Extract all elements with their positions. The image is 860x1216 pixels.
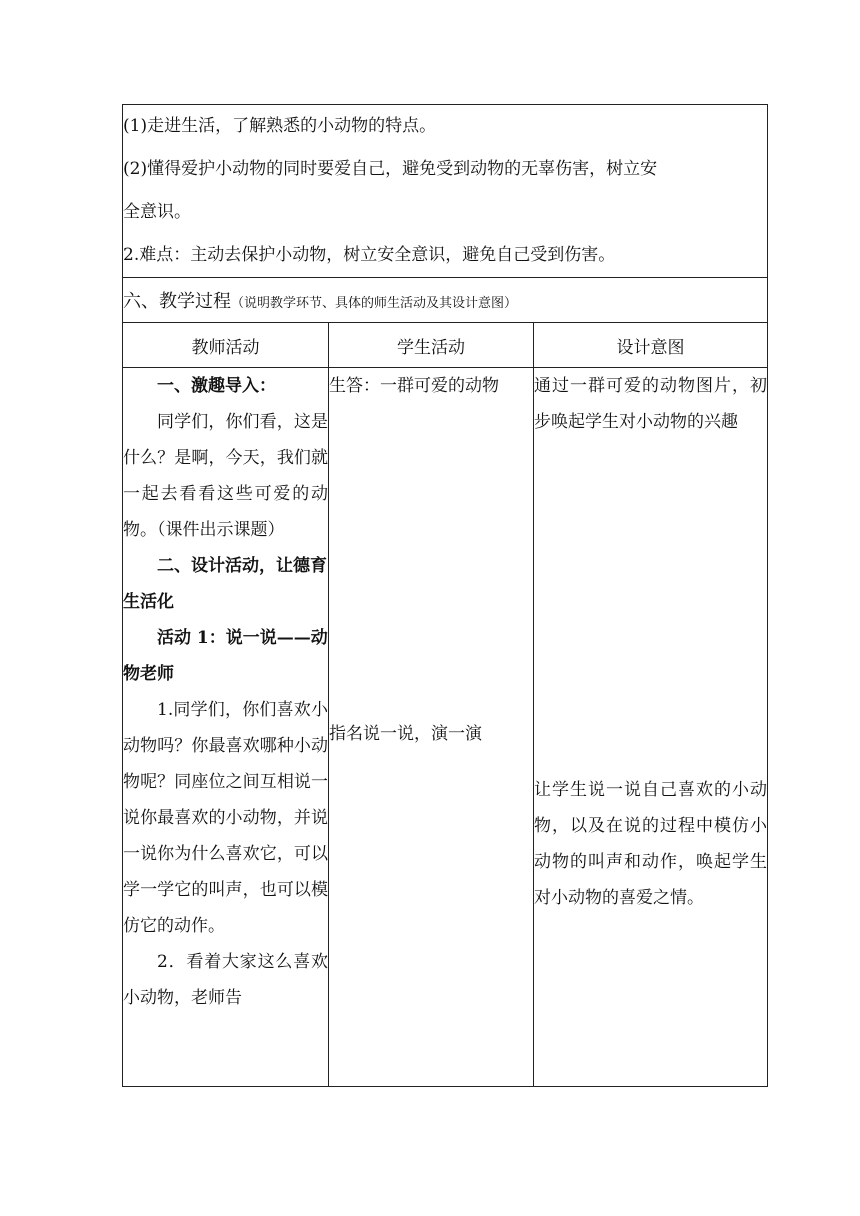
design-intent-2: 让学生说一说自己喜欢的小动物，以及在说的过程中模仿小动物的叫声和动作，唤起学生对小动物的喜爱之情。 (534, 780, 768, 908)
header-design: 设计意图 (534, 323, 768, 368)
student-activity-cell (329, 368, 534, 1087)
objectives-row (123, 105, 768, 278)
teacher-activity-cell (123, 368, 329, 1087)
activity-row (123, 368, 768, 1087)
student-answer-1: 生答：一群可爱的动物 (329, 376, 499, 396)
item2-text: 2．看着大家这么喜欢小动物，老师告 (123, 952, 328, 1008)
design-intent-cell (534, 368, 768, 1087)
process-title-row (123, 278, 768, 323)
process-note: （说明教学环节、具体的师生活动及其设计意图） (231, 296, 518, 311)
header-student: 学生活动 (329, 323, 534, 368)
difficulty-line: 2.难点：主动去保护小动物，树立安全意识，避免自己受到伤害。 (123, 245, 616, 265)
objective-line-1: (1)走进生活，了解熟悉的小动物的特点。 (123, 116, 437, 136)
activity1-title: 活动 1：说一说——动物老师 (123, 628, 328, 684)
objectives-cell (123, 105, 768, 278)
design-intent-1: 通过一群可爱的动物图片，初步唤起学生对小动物的兴趣 (534, 376, 768, 432)
column-header-row (123, 323, 768, 368)
section1-text: 同学们，你们看，这是什么？是啊，今天，我们就一起去看看这些可爱的动物。（课件出示课题） (123, 412, 328, 540)
section1-title: 一、激趣导入： (157, 376, 276, 396)
process-title-cell (123, 278, 768, 323)
header-teacher: 教师活动 (123, 323, 329, 368)
item1-text: 1.同学们，你们喜欢小动物吗？你最喜欢哪种小动物呢？同座位之间互相说一说你最喜欢的小动物，并说一说你为什么喜欢它，可以学一学它的叫声，也可以模仿它的动作。 (123, 700, 328, 936)
student-answer-2: 指名说一说，演一演 (329, 724, 482, 744)
objective-line-3: 全意识。 (123, 202, 191, 222)
lesson-plan-table (122, 104, 768, 1087)
process-title: 六、教学过程 (123, 291, 231, 312)
objective-line-2: (2)懂得爱护小动物的同时要爱自己，避免受到动物的无辜伤害，树立安 (123, 159, 658, 179)
section2-title: 二、设计活动，让德育生活化 (123, 556, 327, 612)
